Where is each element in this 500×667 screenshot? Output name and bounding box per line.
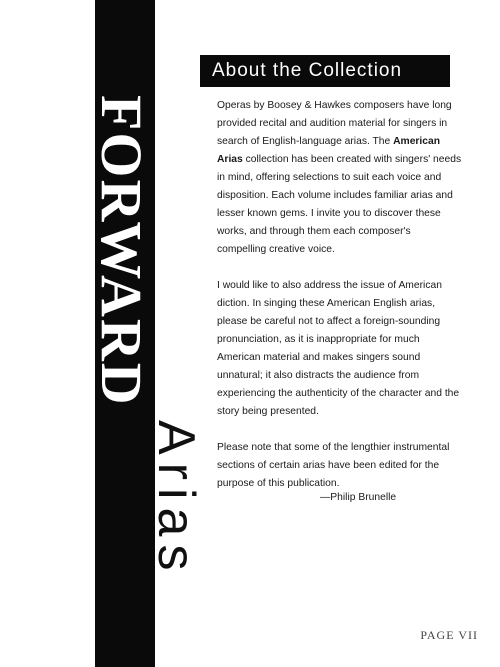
page-number: PAGE VII <box>420 628 478 642</box>
vertical-subtitle <box>147 420 206 660</box>
vertical-subtitle-text: Arias <box>147 420 205 579</box>
collection-name: American Arias <box>217 136 441 165</box>
paragraph-1 <box>217 97 462 259</box>
paragraph-3: Please note that some of the lengthier instrumental sections of certain arias have been edited for the purpose of this publication. <box>217 442 450 489</box>
vertical-title <box>89 95 154 565</box>
vertical-title-text: FORWARD <box>89 95 154 407</box>
paragraph-2: I would like to also address the issue of American diction. In singing these American English arias, please be careful not to affect a foreign-sounding pronunciation, as it is inappropriate for much American material and makes singers sound unnatural; it also distracts the audience from experiencing the authenticity of the character and the story being presented. <box>217 280 460 417</box>
section-heading: About the Collection <box>200 55 450 87</box>
paragraph-1-end: collection has been created with singers' needs in mind, offering selections to suit each voice and disposition. Each volume includes familiar arias and lesser known gems. I invite you to discover these works, and through them each composer's compelling creative voice. <box>217 154 462 255</box>
signature: —Philip Brunelle <box>320 492 397 503</box>
paragraph-1-start: Operas by Boosey & Hawkes composers have long provided recital and audition material for singers in search of English-language arias. The <box>217 100 452 147</box>
body-text <box>217 97 462 511</box>
